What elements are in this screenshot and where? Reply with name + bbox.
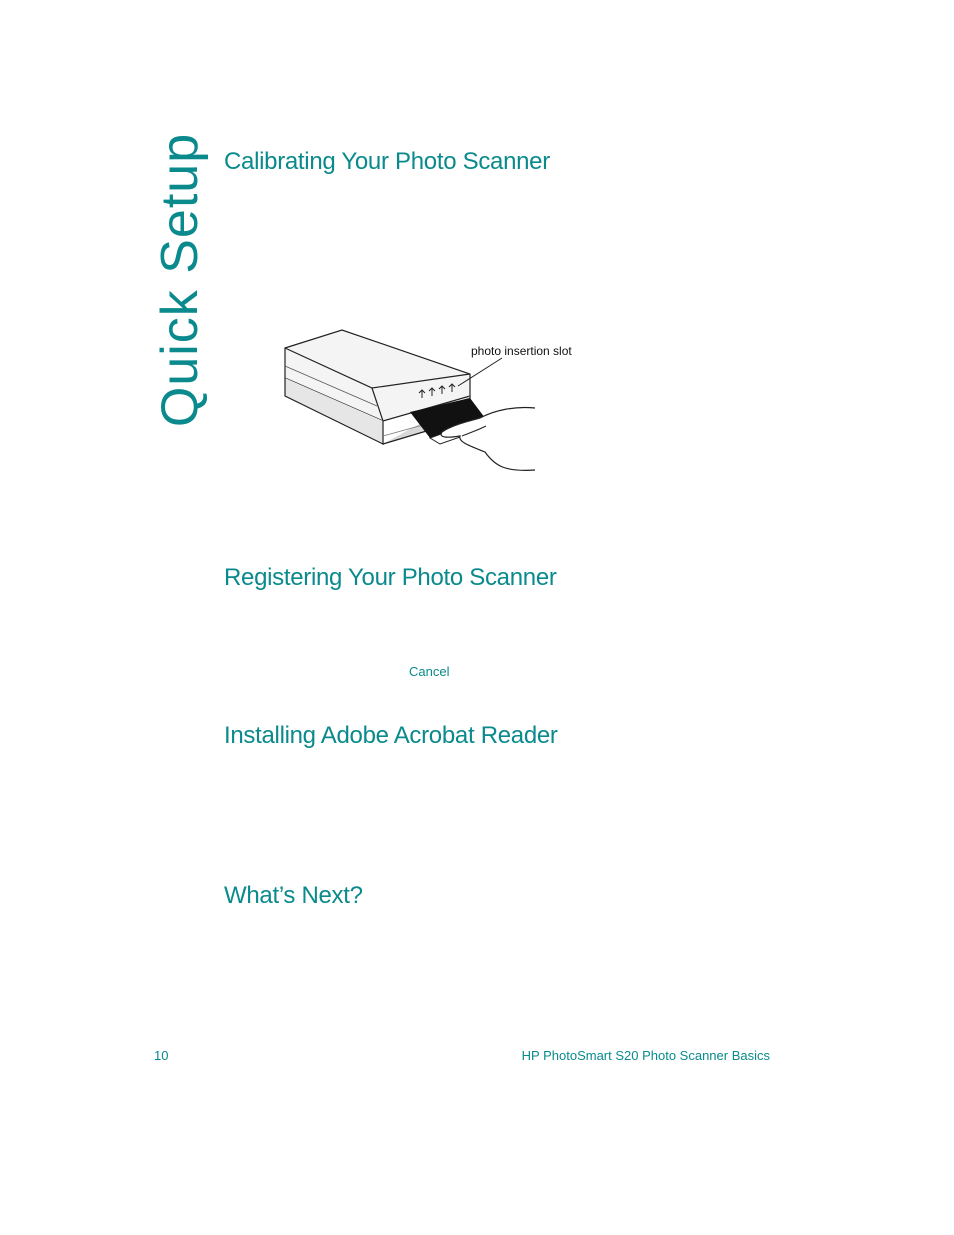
- footer-book-title: HP PhotoSmart S20 Photo Scanner Basics: [521, 1048, 770, 1063]
- cancel-label: Cancel: [409, 664, 450, 679]
- chapter-tab-label: Quick Setup: [151, 132, 209, 428]
- page-number: 10: [154, 1048, 169, 1063]
- section-title-whats-next: What’s Next?: [224, 882, 363, 909]
- section-title-registering: Registering Your Photo Scanner: [224, 564, 557, 591]
- section-title-calibrating: Calibrating Your Photo Scanner: [224, 148, 550, 175]
- chapter-tab: [150, 132, 210, 428]
- callout-photo-slot: photo insertion slot: [471, 344, 572, 358]
- section-title-installing: Installing Adobe Acrobat Reader: [224, 722, 558, 749]
